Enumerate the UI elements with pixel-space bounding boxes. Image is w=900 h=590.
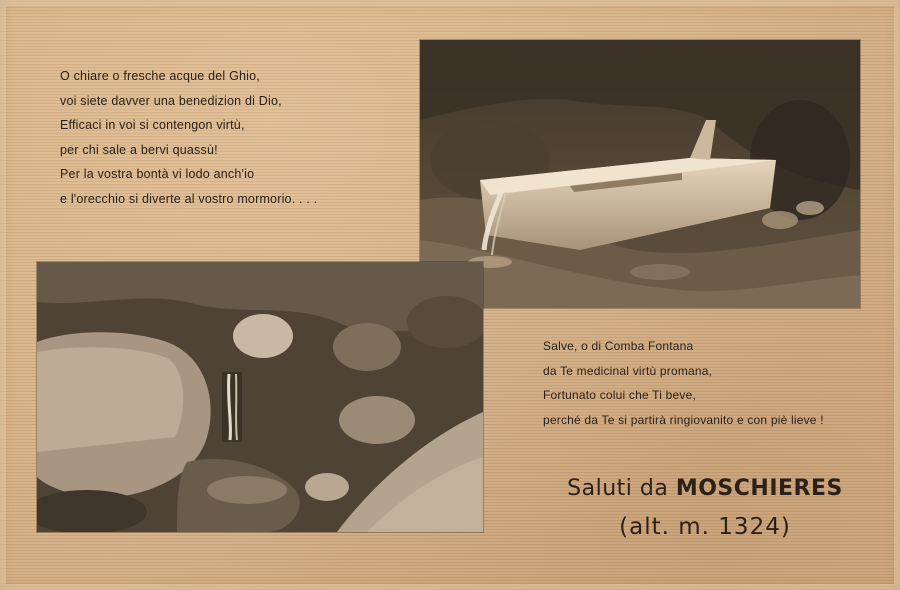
poem-top-line: voi siete davver una benedizion di Dio, <box>60 93 282 108</box>
poem-top-line: per chi sale a bervi quassù! <box>60 142 218 157</box>
poem-top-line: Efficaci in voi si contengon virtù, <box>60 118 245 133</box>
poem-bottom-line: perché da Te si partirà ringiovanito e con piè lieve ! <box>543 412 824 427</box>
poem-top-line: Per la vostra bontà vi lodo anch'io <box>60 167 255 182</box>
poem-top-line: O chiare o fresche acque del Ghio, <box>60 69 260 83</box>
poem-bottom-line: da Te medicinal virtù promana, <box>543 363 713 378</box>
fountain-trough-photo <box>420 40 860 308</box>
place-name: MOSCHIERES <box>675 476 843 501</box>
greeting-title <box>520 476 890 501</box>
poem-bottom-line: Salve, o di Comba Fontana <box>543 339 694 353</box>
greeting-prefix: Saluti da <box>567 476 676 501</box>
poem-top-line: e l'orecchio si diverte al vostro mormorio. . . . <box>60 191 318 206</box>
altitude-label: (alt. m. 1324) <box>619 514 791 540</box>
poem-bottom-line: Fortunato colui che Ti beve, <box>543 388 697 402</box>
poem-bottom <box>543 334 824 432</box>
mountain-stream-photo <box>37 262 483 532</box>
poem-top <box>60 64 317 212</box>
